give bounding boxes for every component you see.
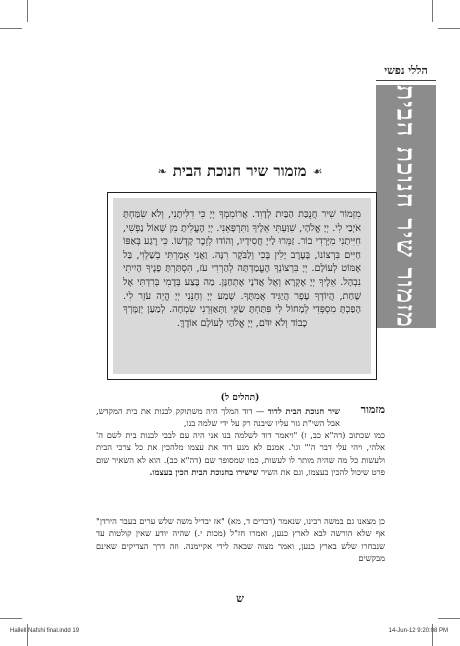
psalm-text: מִזְמוֹר שִׁיר חֲנֻכַּת הַבַּיִת לְדָוִד. אֲרוֹמִמְךָ יְיָ כִּי דִלִּיתָנִי, וְלֹא שִׂמַּחְתָּ אֹיְבַי לִי. יְיָ אֱלֹהָי, שִׁוַּעְתִּי אֵלֶיךָ וַתִּרְפָּאֵנִי. יְיָ הֶעֱלִיתָ מִן שְׁאוֹל נַפְשִׁי, חִיִּיתַנִי מִיָּרְדִי בוֹר. זַמְּרוּ לַייָ חֲסִידָיו, וְהוֹדוּ לְזֵכֶר קָדְשׁוֹ. כִּי רֶגַע בְּאַפּוֹ חַיִּים בִּרְצוֹנוֹ, בָּעֶרֶב יָלִין בֶּכִי וְלַבֹּקֶר רִנָּה. וַאֲנִי אָמַרְתִּי בְשַׁלְוִי, בַּל אֶמּוֹט לְעוֹלָם. יְיָ בִּרְצוֹנְךָ הֶעֱמַדְתָּה לְהַרְרִי עֹז, הִסְתַּרְתָּ פָנֶיךָ הָיִיתִי נִבְהָל. אֵלֶיךָ יְיָ אֶקְרָא וְאֶל אֲדֹנָי אֶתְחַנָּן. מַה בֶּצַע בְּדָמִי בְּרִדְתִּי אֶל שָׁחַת, הֲיוֹדְךָ עָפָר הֲיַגִּיד אֲמִתֶּךָ. שְׁמַע יְיָ וְחָנֵּנִי יְיָ הֱיֵה עֹזֵר לִי. הָפַכְתָּ מִסְפְּדִי לְמָחוֹל לִי פִּתַּחְתָּ שַׂקִּי וַתְּאַזְּרֵנִי שִׂמְחָה. לְמַעַן יְזַמֶּרְךָ כָבוֹד וְלֹא יִדֹּם, יְיָ אֱלֹהַי לְעוֹלָם אוֹדֶךָּ.: [123, 209, 361, 329]
commentary-paragraph-1: [96, 429, 385, 478]
ornament-right-icon: ☙: [312, 164, 323, 178]
marginal-heading: מזמור: [360, 403, 385, 416]
page-number: ש: [236, 592, 244, 605]
commentary-text: — דוד המלך היה משתוקק לבנות את בית המקדש, אבל השי"ת גזר עליו שיבנה רק על ידי שלמה בנו,: [96, 406, 340, 429]
header-rule: [376, 80, 436, 81]
commentary-lead: שיר חנוכת הבית לדוד: [267, 406, 340, 416]
commentary-line-1: [96, 405, 340, 430]
psalm-title: [110, 160, 370, 182]
ornament-left-icon: ❧: [157, 164, 167, 178]
side-tab-title: מזמור שיר חנוכת הבית: [391, 85, 421, 328]
psalm-title-text: מזמור שיר חנוכת הבית: [172, 161, 307, 180]
side-tab: [376, 85, 436, 328]
crop-mark: [0, 28, 22, 29]
psalm-box-shade: [113, 198, 371, 374]
crop-mark: [438, 618, 460, 619]
psalm-box: [107, 192, 377, 380]
crop-mark: [438, 28, 460, 29]
commentary-paragraph-2: כן מצאנו גם במשה רבינו, שנאמר (דברים ד, מא) "אז יבדיל משה שלש ערים בעבר הירדן" אף שלא הורשה לבא לארץ כנען, ואמרו חז"ל (מכות י.) שהיה יודע שאין קולטות עד שנבחרו שלש בארץ כנען, ואמר מצוה שבאה לידי אקיימנה. וזה דרך הצדיקים שאינם מבקשים: [96, 516, 385, 563]
source-citation: (תהלים ל): [220, 393, 260, 403]
footer-file: Hallell Nafshi final.indd 19: [10, 628, 80, 634]
crop-mark: [27, 0, 28, 22]
commentary-bold-end: שישירו בחנוכת הבית הכין בעצמו.: [149, 466, 259, 477]
crop-mark: [0, 618, 22, 619]
running-header: הללי נפשי: [384, 64, 428, 77]
crop-mark: [432, 0, 433, 22]
footer-date: 14-Jun-12 9:20:08 PM: [388, 628, 448, 634]
commentary-text: כמו שכתוב (דה"א כב, ז) "ויאמר דוד לשלמה בנו אני היה עם לבבי לבנות בית לשם ה' אלהי, ויהי עלי דבר ה'" וגו'. אמנם לא מנע דוד את עצמו מלהכין את כל צרכי הבית ולעשות כל מה שהיה מותר לו לעשות, כמו שמסופר שם (דה"א כב). הוא לא השאיר שום פרט שיכול להכין בעצמו, וגם את השיר: [96, 430, 385, 477]
